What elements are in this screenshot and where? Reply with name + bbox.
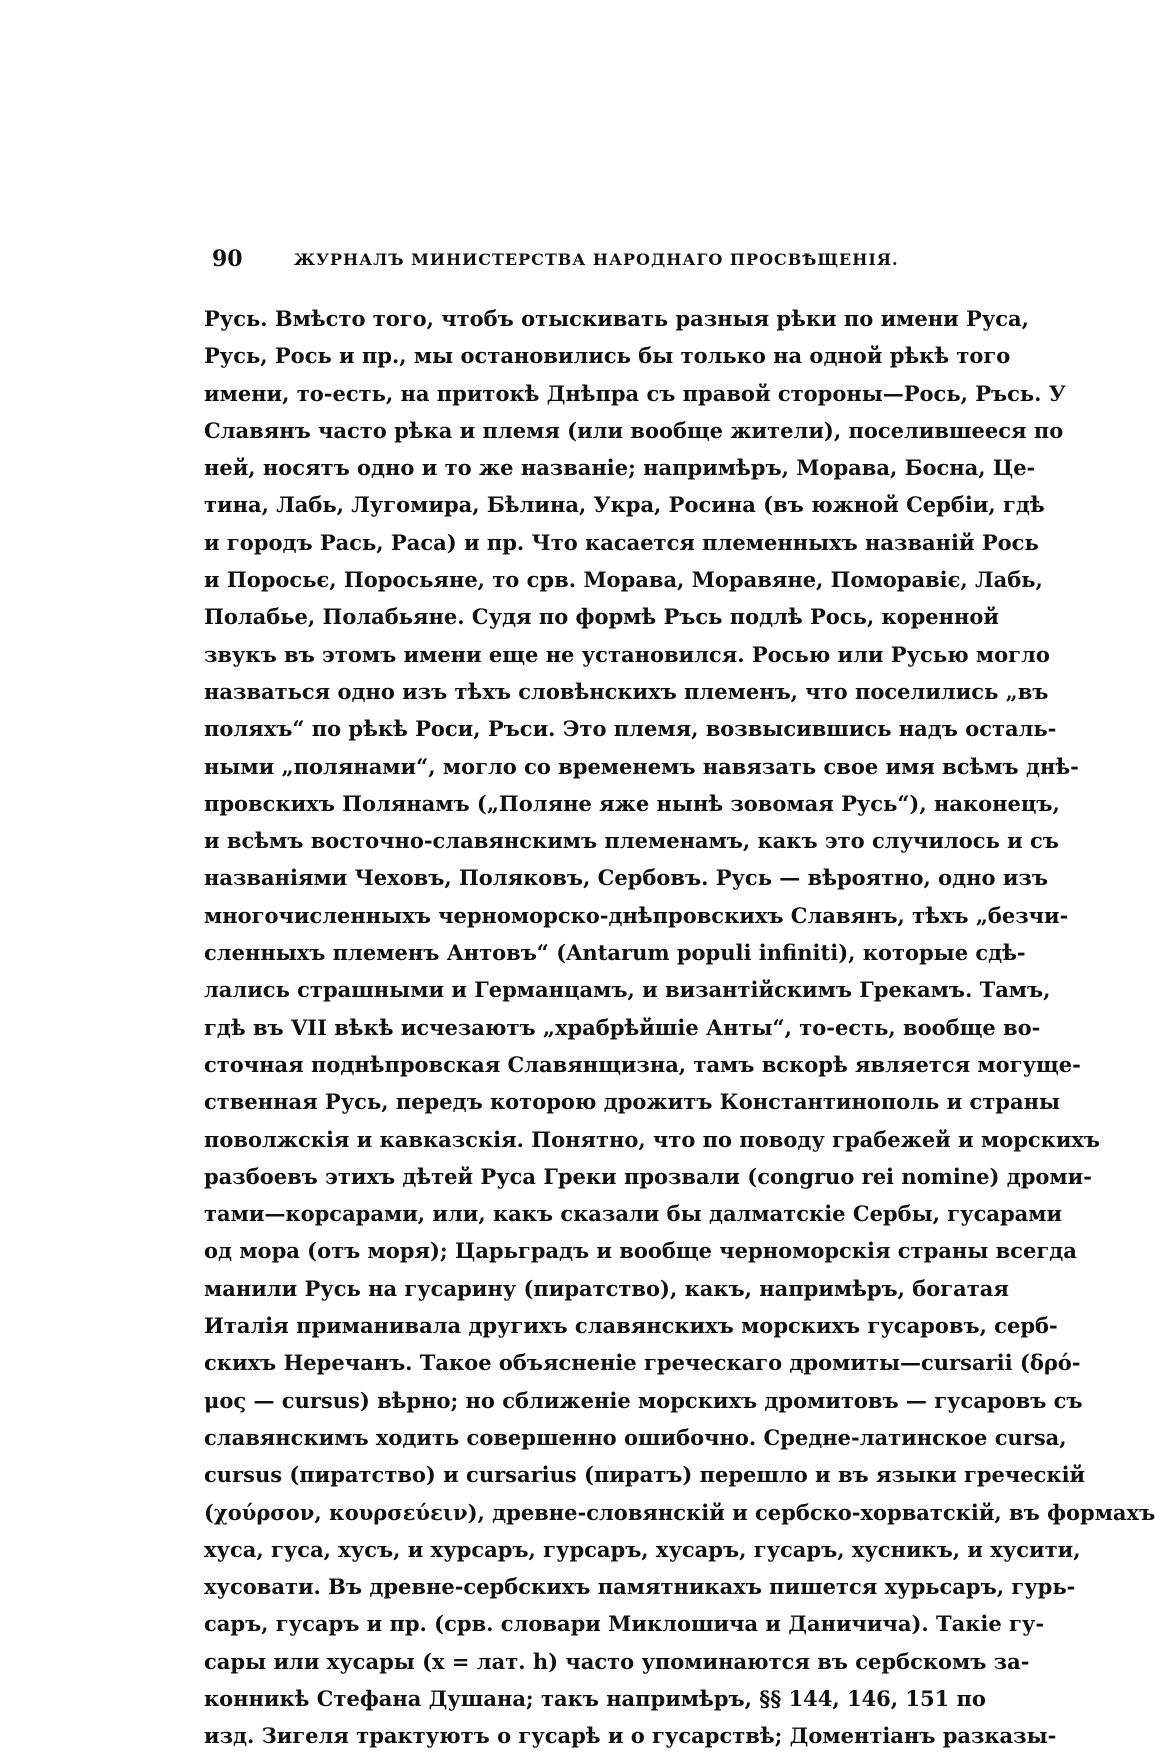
text-line: Италія приманивала другихъ славянскихъ морскихъ гусаровъ, серб- <box>204 1313 1058 1339</box>
text-line: конникѣ Стефана Душана; такъ напримѣръ, §§ 144, 146, 151 по <box>204 1685 986 1711</box>
text-line: Полабье, Полабьяне. Судя по формѣ Ръсь подлѣ Рось, коренной <box>204 604 999 630</box>
text-line: (χούρσον, κουρσεύειν), древне-словянскій и сербско-хорватскій, въ формахъ <box>204 1499 1155 1525</box>
text-line: сленныхъ племенъ Антовъ“ (Antarum populi infiniti), которые сдѣ- <box>204 940 1026 966</box>
text-line: скихъ Неречанъ. Такое объясненіе греческаго дромиты—cursarii (δρό- <box>204 1350 1081 1376</box>
text-line: тами—корсарами, или, какъ сказали бы далматскіе Сербы, гусарами <box>204 1201 1063 1227</box>
text-line: многочисленныхъ черноморско-днѣпровскихъ Славянъ, тѣхъ „безчи- <box>204 902 1069 928</box>
running-title: ЖУРНАЛЪ МИНИСТЕРСТВА НАРОДНАГО ПРОСВѢЩЕНІЯ. <box>294 250 899 269</box>
text-line: сары или хусары (х = лат. h) часто упоминаются въ сербскомъ за- <box>204 1648 1030 1674</box>
text-line: и Поросьє, Поросьяне, то срв. Морава, Моравяне, Поморавіє, Лабь, <box>204 567 1043 593</box>
page-header <box>212 244 899 274</box>
text-line: μος — cursus) вѣрно; но сближеніе морскихъ дромитовъ — гусаровъ съ <box>204 1387 1083 1413</box>
text-line: Славянъ часто рѣка и племя (или вообще жители), поселившееся по <box>204 417 1064 443</box>
text-line: ными „полянами“, могло со временемъ навязать свое имя всѣмъ днѣ- <box>204 753 1079 779</box>
text-line: поляхъ“ по рѣкѣ Роси, Ръси. Это племя, возвысившись надъ осталь- <box>204 716 1057 742</box>
body-text <box>204 300 1155 1755</box>
text-line: Русь, Рось и пр., мы остановились бы только на одной рѣкѣ того <box>204 343 1011 369</box>
text-line: сточная поднѣпровская Славянщизна, тамъ вскорѣ является могуще- <box>204 1051 1081 1077</box>
text-line: назваться одно изъ тѣхъ словѣнскихъ племенъ, что поселились „въ <box>204 678 1049 704</box>
text-line: поволжскія и кавказскія. Понятно, что по поводу грабежей и морскихъ <box>204 1126 1101 1152</box>
text-line: cursus (пиратство) и cursarius (пиратъ) перешло и въ языки греческій <box>204 1462 1086 1488</box>
text-line: хусовати. Въ древне-сербскихъ памятникахъ пишется хурьсаръ, гурь- <box>204 1574 1076 1600</box>
text-line: звукъ въ этомъ имени еще не установился. Росью или Русью могло <box>204 641 1050 667</box>
text-line: разбоевъ этихъ дѣтей Руса Греки прозвали (congruo rei nomine) дроми- <box>204 1163 1092 1189</box>
text-line: названіями Чеховъ, Поляковъ, Сербовъ. Русь — вѣроятно, одно изъ <box>204 865 1048 891</box>
text-line: Русь. Вмѣсто того, чтобъ отыскивать разныя рѣки по имени Руса, <box>204 306 1029 331</box>
text-line: ственная Русь, передъ которою дрожитъ Константинополь и страны <box>204 1089 1061 1115</box>
text-line: ней, носятъ одно и то же названіе; напримѣръ, Морава, Босна, Це- <box>204 455 1036 481</box>
text-line: саръ, гусаръ и пр. (срв. словари Миклошича и Даничича). Такіе гу- <box>204 1611 1045 1637</box>
text-line: гдѣ въ VII вѣкѣ исчезаютъ „храбрѣйшіе Анты“, то-есть, вообще во- <box>204 1014 1041 1040</box>
text-line: и всѣмъ восточно-славянскимъ племенамъ, какъ это случилось и съ <box>204 828 1059 854</box>
text-line: славянскимъ ходить совершенно ошибочно. Средне-латинское cursa, <box>204 1424 1067 1450</box>
page-number: 90 <box>212 246 243 272</box>
text-line: имени, то-есть, на притокѣ Днѣпра съ правой стороны—Рось, Ръсь. У <box>204 380 1066 406</box>
text-line: од мора (отъ моря); Царьградъ и вообще черноморскія страны всегда <box>204 1238 1077 1264</box>
text-line: изд. Зигеля трактуютъ о гусарѣ и о гусарствѣ; Доментіанъ разказы- <box>204 1723 1057 1749</box>
text-line: лались страшными и Германцамъ, и византійскимъ Грекамъ. Тамъ, <box>204 977 1051 1003</box>
text-line: тина, Лабь, Лугомира, Бѣлина, Укра, Росина (въ южной Сербіи, гдѣ <box>204 492 1045 518</box>
text-line: провскихъ Полянамъ („Поляне яже нынѣ зовомая Русь“), наконецъ, <box>204 790 1060 816</box>
text-line: хуса, гуса, хусъ, и хурсаръ, гурсаръ, хусаръ, гусаръ, хусникъ, и хусити, <box>204 1536 1081 1562</box>
text-line: и городъ Рась, Раса) и пр. Что касается племенныхъ названій Рось <box>204 529 1039 555</box>
text-line: манили Русь на гусарину (пиратство), какъ, напримѣръ, богатая <box>204 1275 1009 1301</box>
